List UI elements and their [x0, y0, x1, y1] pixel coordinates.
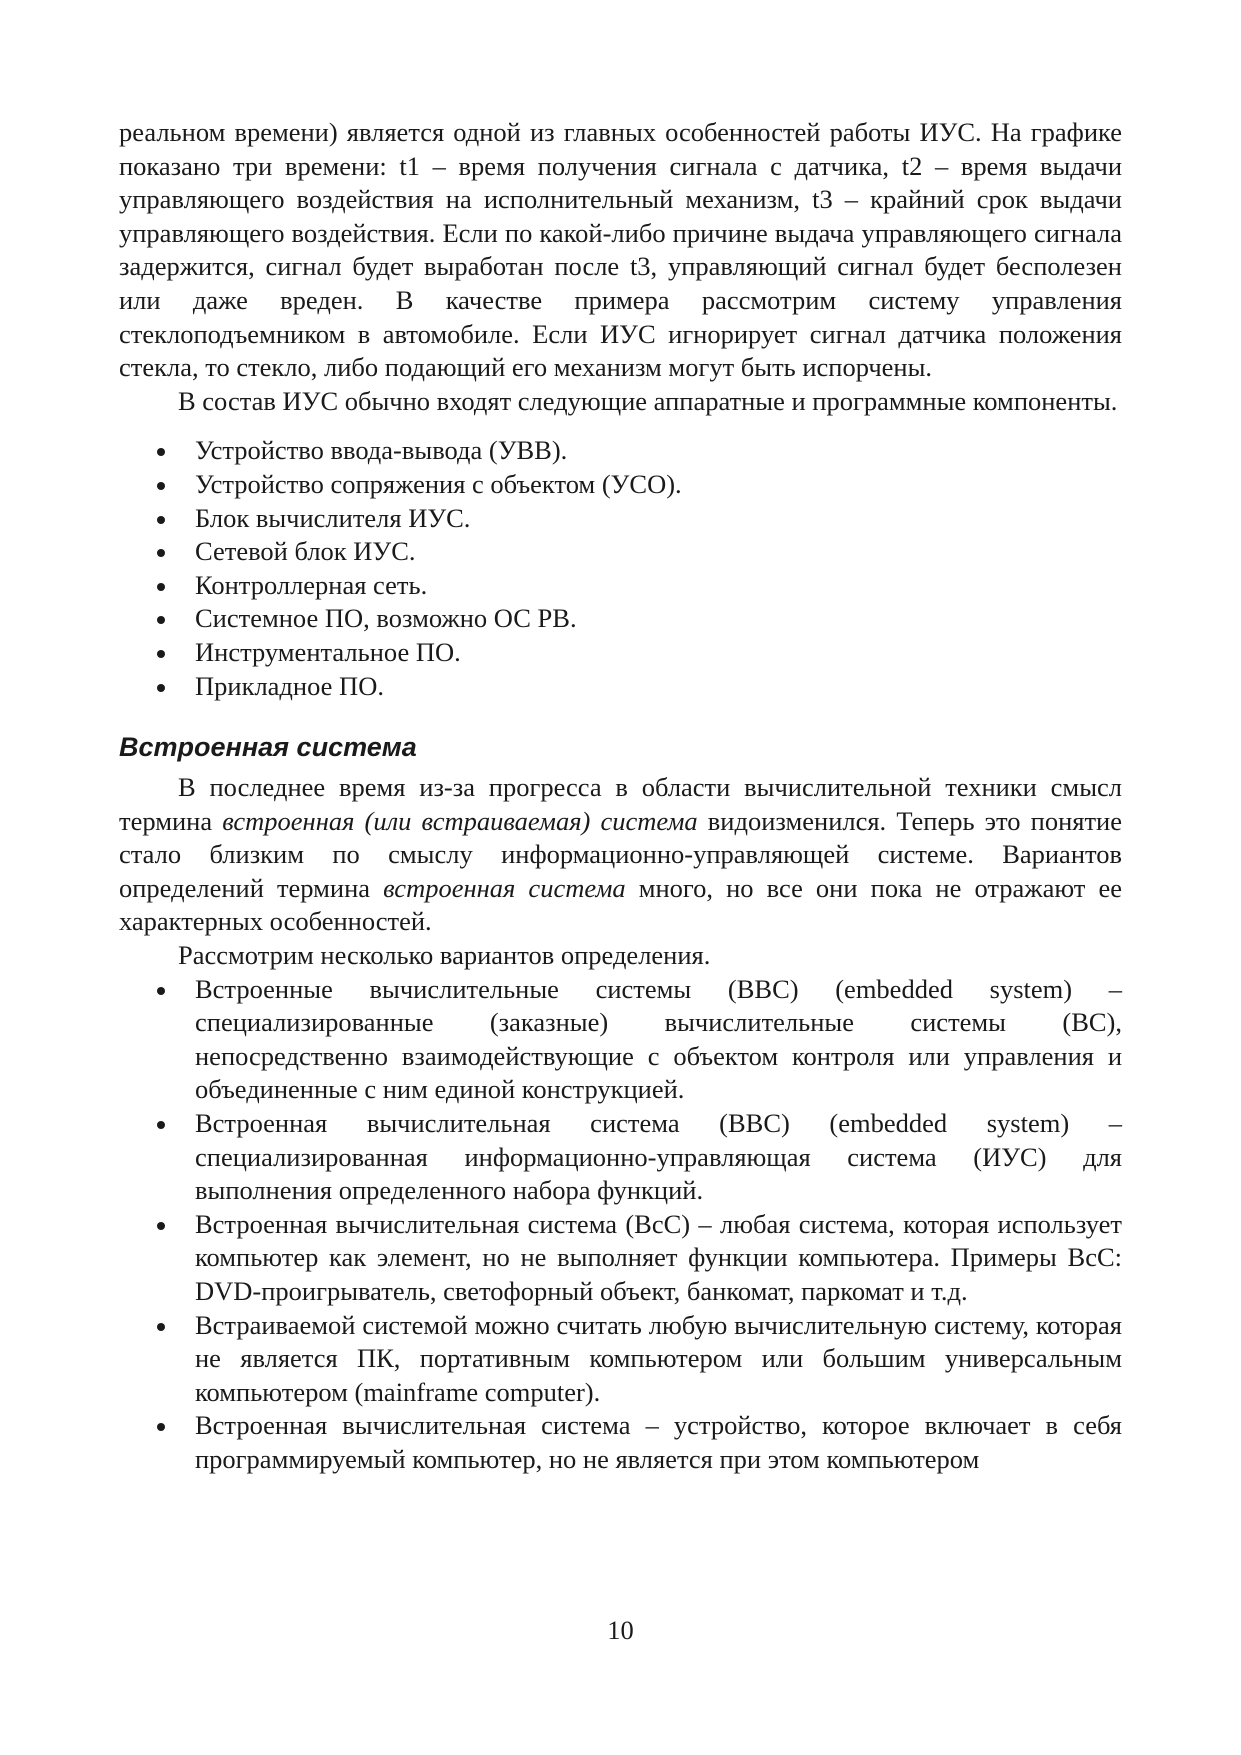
- list-item: Встроенная вычислительная система (ВВС) (embedded system) – специализированная информационно-управляющая система (ИУС) для выполнения определенного набора функций.: [119, 1107, 1122, 1208]
- term-embedded-system: встроенная система: [383, 872, 626, 903]
- components-list: [119, 434, 1122, 703]
- definitions-list: [119, 973, 1122, 1477]
- definitions-intro: Рассмотрим несколько вариантов определения.: [178, 940, 711, 971]
- list-item: Встраиваемой системой можно считать любую вычислительную систему, которая не является ПК, портативным компьютером или большим универсальным компьютером (mainframe computer).: [119, 1309, 1122, 1410]
- composition-paragraph: В состав ИУС обычно входят следующие аппаратные и программные компоненты.: [178, 385, 1118, 416]
- list-item: Инструментальное ПО.: [119, 636, 1122, 670]
- intro-paragraph: реальном времени) является одной из главных особенностей работы ИУС. На графике показано три времени: t1 – время получения сигнала с датчика, t2 – время выдачи управляющего воздействия на исполнительный механизм, t3 – крайний срок выдачи управляющего воздействия. Если по какой-либо причине выдача управляющего сигнала задержится, сигнал будет выработан после t3, управляющий сигнал будет бесполезен или даже вреден. В качестве примера рассмотрим систему управления стеклоподъемником в автомобиле. Если ИУС игнорирует сигнал датчика положения стекла, то стекло, либо подающий его механизм могут быть испорчены.: [119, 117, 1122, 383]
- list-item: Устройство ввода-вывода (УВВ).: [119, 434, 1122, 468]
- list-item: Системное ПО, возможно ОС РВ.: [119, 602, 1122, 636]
- section-paragraph-part3: много, но все они пока не отражают ее характерных особенностей.: [119, 872, 1122, 937]
- list-item: Встроенные вычислительные системы (ВВС) (embedded system) – специализированные (заказные) вычислительные системы (ВС), непосредственно взаимодействующие с объектом контроля или управления и объединенные с ним единой конструкцией.: [119, 973, 1122, 1107]
- page-number: 10: [607, 1615, 634, 1645]
- list-item: Сетевой блок ИУС.: [119, 535, 1122, 569]
- section-paragraph-part2: видоизменился. Теперь это понятие стало близким по смыслу информационно-управляющей системе. Вариантов определений термина: [119, 805, 1122, 903]
- page-content: [119, 116, 1122, 1477]
- section-paragraph: [119, 771, 1122, 939]
- list-item: Встроенная вычислительная система – устройство, которое включает в себя программируемый компьютер, но не является при этом компьютером: [119, 1409, 1122, 1476]
- list-item: Устройство сопряжения с объектом (УСО).: [119, 468, 1122, 502]
- list-item: Встроенная вычислительная система (ВсС) – любая система, которая использует компьютер как элемент, но не выполняет функции компьютера. Примеры ВсС: DVD-проигрыватель, светофорный объект, банкомат, паркомат и т.д.: [119, 1208, 1122, 1309]
- term-embedded-system-variants: встроенная (или встраиваемая) система: [222, 805, 698, 836]
- list-item: Контроллерная сеть.: [119, 569, 1122, 603]
- list-item: Прикладное ПО.: [119, 670, 1122, 704]
- section-heading: Встроенная система: [119, 732, 417, 763]
- list-item: Блок вычислителя ИУС.: [119, 502, 1122, 536]
- section-paragraph-part1: В последнее время из-за прогресса в области вычислительной техники смысл термина: [119, 772, 1122, 836]
